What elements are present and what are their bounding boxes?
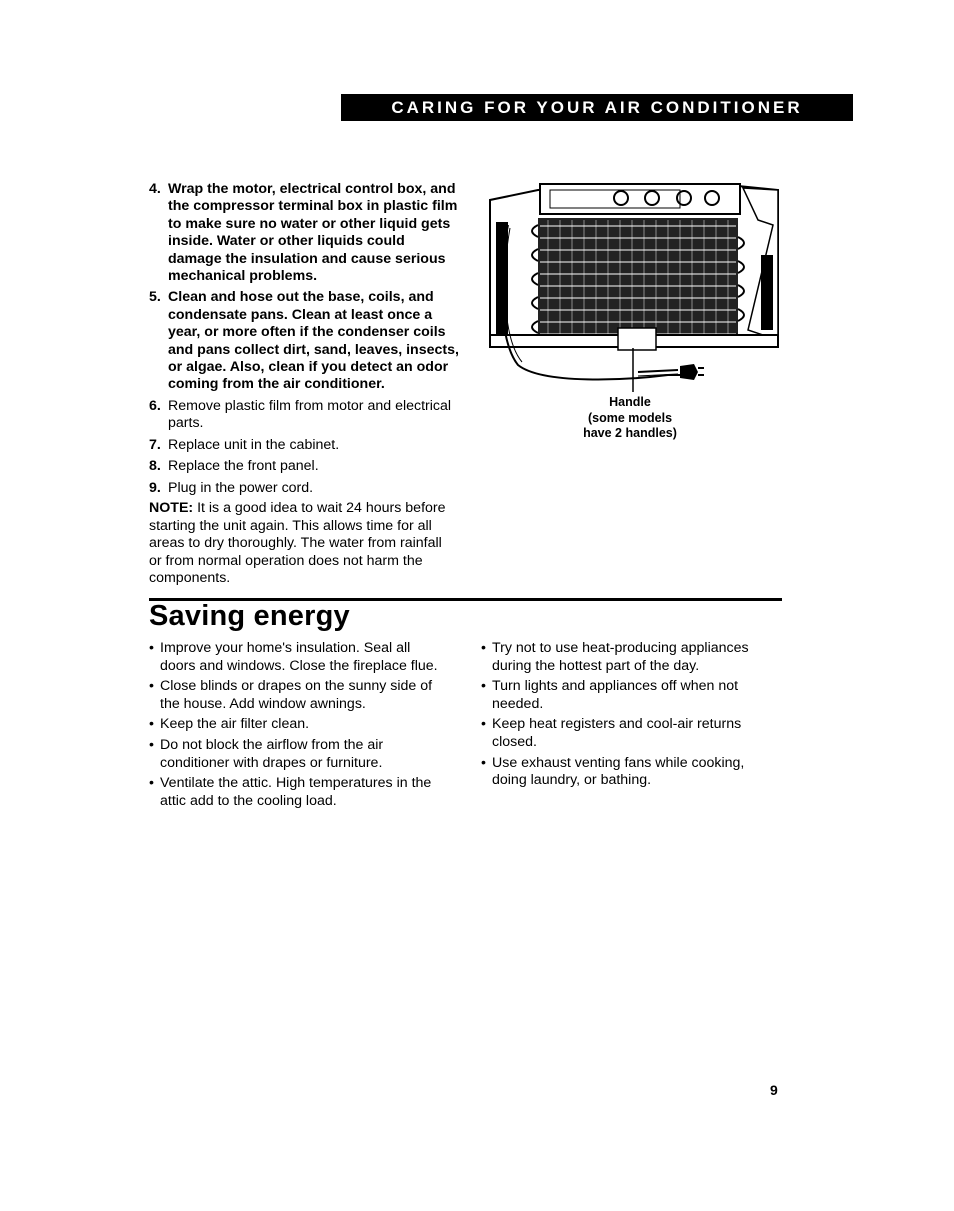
step-text: Wrap the motor, electrical control box, and the compressor terminal box in plastic film to make sure no water or other liquid gets inside. Water or other liquids could damage the insulation and cause serious mechanical problems. [168,181,458,285]
caption-line: Handle [609,395,651,409]
list-item: • Keep heat registers and cool-air returns closed. [481,716,781,751]
saving-energy-heading: Saving energy [149,600,350,632]
list-item: • Ventilate the attic. High temperatures in the attic add to the cooling load. [149,775,449,810]
step-4 [149,181,459,285]
energy-tips-right-list [481,640,781,793]
step-text: Remove plastic film from motor and electrical parts. [168,397,452,432]
page-number: 9 [770,1082,778,1098]
air-conditioner-chassis-illustration [488,180,788,395]
step-7 [149,437,459,454]
energy-tips-left-list [149,640,449,813]
list-item: • Keep the air filter clean. [149,716,449,734]
note-text: It is a good idea to wait 24 hours before starting the unit again. This allows time for all areas to dry thoroughly. The water from rainfall or from normal operation does not harm the components. [149,500,446,587]
list-item: • Do not block the airflow from the air conditioner with drapes or furniture. [149,737,449,772]
step-8 [149,458,459,475]
step-number: 8. [149,458,161,475]
caption-line: have 2 handles) [583,426,677,440]
figure-caption [560,395,700,442]
step-number: 5. [149,289,161,306]
step-6 [149,398,459,433]
step-5 [149,289,459,393]
step-9 [149,480,459,497]
list-item: • Improve your home's insulation. Seal all doors and windows. Close the fireplace flue. [149,640,449,675]
step-text: Replace unit in the cabinet. [168,436,340,453]
list-item: • Turn lights and appliances off when not needed. [481,678,781,713]
list-item: • Close blinds or drapes on the sunny side of the house. Add window awnings. [149,678,449,713]
step-text: Replace the front panel. [168,458,319,475]
list-item: • Use exhaust venting fans while cooking, doing laundry, or bathing. [481,755,781,790]
note-label: NOTE: [149,500,194,516]
list-item: • Try not to use heat-producing appliances during the hottest part of the day. [481,640,781,675]
step-text: Plug in the power cord. [168,479,314,496]
section-header: CARING FOR YOUR AIR CONDITIONER [341,94,853,121]
step-number: 6. [149,397,161,414]
step-text: Clean and hose out the base, coils, and condensate pans. Clean at least once a year, or more often if the condenser coils and pans collect dirt, sand, leaves, insects, or algae. Also, clean if you detect an odor coming from the air conditioner. [168,289,459,393]
step-number: 4. [149,181,161,197]
caption-line: (some models [587,410,673,425]
cleaning-steps-list [149,181,459,501]
note-paragraph [149,500,449,588]
step-number: 7. [149,436,161,453]
step-number: 9. [149,479,161,496]
